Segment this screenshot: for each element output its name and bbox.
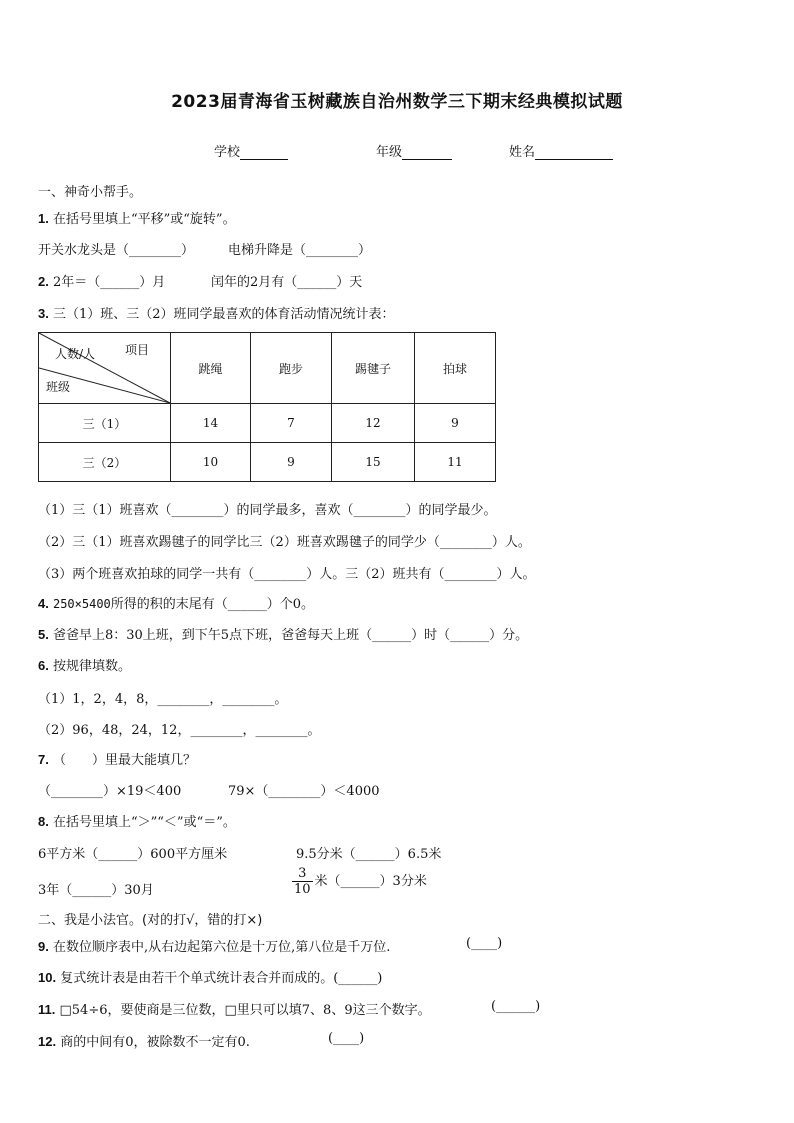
question-number: 2. (38, 274, 49, 289)
table-cell: 15 (332, 443, 415, 482)
question-3-sub-1[interactable]: （1）三（1）班喜欢（________）的同学最多，喜欢（________）的同学最少。 (38, 503, 497, 518)
corner-label-count: 人数/人 (55, 347, 96, 361)
question-number: 1. (38, 211, 49, 226)
question-12 (38, 1031, 250, 1050)
question-3-sub-2[interactable]: （2）三（1）班喜欢踢毽子的同学比三（2）班喜欢踢毽子的同学少（________）人。 (38, 535, 531, 550)
question-12-answer[interactable]: (____) (328, 1031, 365, 1046)
years-to-months-blank[interactable]: 2年＝（______）月 (52, 275, 166, 290)
question-8-c[interactable]: 3年（______）30月 (38, 883, 154, 898)
question-number: 6. (38, 658, 49, 673)
table-cell: 12 (332, 404, 415, 443)
faucet-blank[interactable]: 开关水龙头是（________） (38, 243, 195, 258)
table-header-cell: 跳绳 (171, 333, 251, 404)
question-number: 7. (38, 752, 49, 767)
name-blank[interactable] (535, 145, 613, 160)
school-field[interactable] (214, 141, 288, 160)
grade-blank[interactable] (402, 145, 452, 160)
section-1-heading: 一、神奇小帮手。 (38, 185, 143, 200)
corner-label-item: 项目 (125, 343, 150, 357)
question-number: 4. (38, 596, 49, 611)
question-text[interactable]: 爸爸早上8：30上班，到下午5点下班，爸爸每天上班（______）时（______）分。 (52, 628, 529, 643)
corner-label-class: 班级 (46, 380, 71, 394)
question-text[interactable]: 所得的积的末尾有（______）个0。 (110, 597, 315, 612)
question-8-b[interactable]: 9.5分米（______）6.5米 (296, 847, 442, 862)
question-text: 在数位顺序表中,从右边起第六位是十万位,第八位是千万位. (52, 940, 391, 955)
table-cell: 14 (171, 404, 251, 443)
question-1 (38, 208, 236, 227)
question-text: 在括号里填上“＞”“＜”或“＝”。 (52, 815, 236, 830)
question-number: 9. (38, 939, 49, 954)
question-text: 按规律填数。 (52, 659, 131, 674)
table-row-class: 三（2） (39, 443, 171, 482)
question-number: 10. (38, 970, 57, 985)
question-6-b[interactable]: （2）96，48，24，12，________，________。 (38, 723, 321, 738)
table-cell: 7 (251, 404, 332, 443)
table-header-cell: 踢毽子 (332, 333, 415, 404)
question-9 (38, 936, 390, 955)
table-cell: 9 (251, 443, 332, 482)
table-header-cell: 拍球 (415, 333, 496, 404)
statistics-table (38, 332, 496, 482)
fraction-numerator: 3 (292, 866, 313, 882)
table-cell: 11 (415, 443, 496, 482)
question-text[interactable]: 米（______）3分米 (314, 874, 427, 889)
question-1-line-a[interactable] (38, 239, 194, 258)
question-text: （ ）里最大能填几？ (52, 753, 196, 768)
question-text: 在括号里填上“平移”或“旋转”。 (52, 212, 236, 227)
question-7-a[interactable]: （________）×19＜400 (38, 784, 182, 799)
leap-year-feb-blank[interactable]: 闰年的2月有（______）天 (211, 275, 363, 290)
elevator-blank[interactable]: 电梯升降是（________） (228, 243, 372, 258)
question-number: 3. (38, 306, 49, 321)
table-cell: 9 (415, 404, 496, 443)
section-2-heading: 二、我是小法官。(对的打√，错的打×) (38, 913, 263, 928)
table-row-class: 三（1） (39, 404, 171, 443)
question-number: 5. (38, 627, 49, 642)
question-3-sub-3[interactable]: （3）两个班喜欢拍球的同学一共有（________）人。三（2）班共有（________）人。 (38, 567, 536, 582)
question-6-a[interactable]: （1）1，2，4，8，________，________。 (38, 692, 288, 707)
grade-label: 年级 (376, 145, 403, 160)
question-text: 三（1）班、三（2）班同学最喜欢的体育活动情况统计表： (52, 307, 395, 322)
question-8 (38, 811, 236, 830)
table-header-row (39, 333, 496, 404)
question-1-line-b[interactable] (228, 239, 371, 258)
question-number: 11. (38, 1002, 56, 1017)
question-10[interactable] (38, 967, 382, 986)
question-text: 商的中间有0，被除数不一定有0. (60, 1035, 250, 1050)
question-text: □54÷6，要使商是三位数，□里只可以填7、8、9这三个数字。 (59, 1003, 431, 1018)
grade-field[interactable] (376, 141, 452, 160)
question-4[interactable] (38, 593, 314, 612)
fraction-denominator: 10 (294, 882, 311, 897)
school-label: 学校 (214, 145, 241, 160)
question-text[interactable]: 复式统计表是由若干个单式统计表合并而成的。(______) (60, 971, 383, 986)
question-5[interactable] (38, 624, 528, 643)
question-2[interactable] (38, 271, 165, 290)
question-11-answer[interactable]: (______) (491, 999, 541, 1014)
question-number: 8. (38, 814, 49, 829)
question-7 (38, 749, 196, 768)
page-title: 2023届青海省玉树藏族自治州数学三下期末经典模拟试题 (171, 92, 623, 112)
question-7-b[interactable]: 79×（________）＜4000 (228, 784, 380, 799)
question-9-answer[interactable]: (____) (466, 936, 503, 951)
table-cell: 10 (171, 443, 251, 482)
question-expression: 250×5400 (52, 597, 111, 611)
table-row (39, 404, 496, 443)
name-field[interactable] (509, 141, 613, 160)
fraction (292, 866, 313, 897)
school-blank[interactable] (240, 145, 288, 160)
table-corner-cell (39, 333, 171, 404)
table-header-cell: 跑步 (251, 333, 332, 404)
name-label: 姓名 (509, 145, 536, 160)
question-11 (38, 999, 431, 1018)
question-8-d[interactable] (292, 866, 427, 897)
question-2-b[interactable] (211, 271, 362, 290)
table-row (39, 443, 496, 482)
question-8-a[interactable]: 6平方米（______）600平方厘米 (38, 847, 228, 862)
question-3 (38, 303, 395, 322)
question-number: 12. (38, 1034, 57, 1049)
question-6 (38, 655, 131, 674)
